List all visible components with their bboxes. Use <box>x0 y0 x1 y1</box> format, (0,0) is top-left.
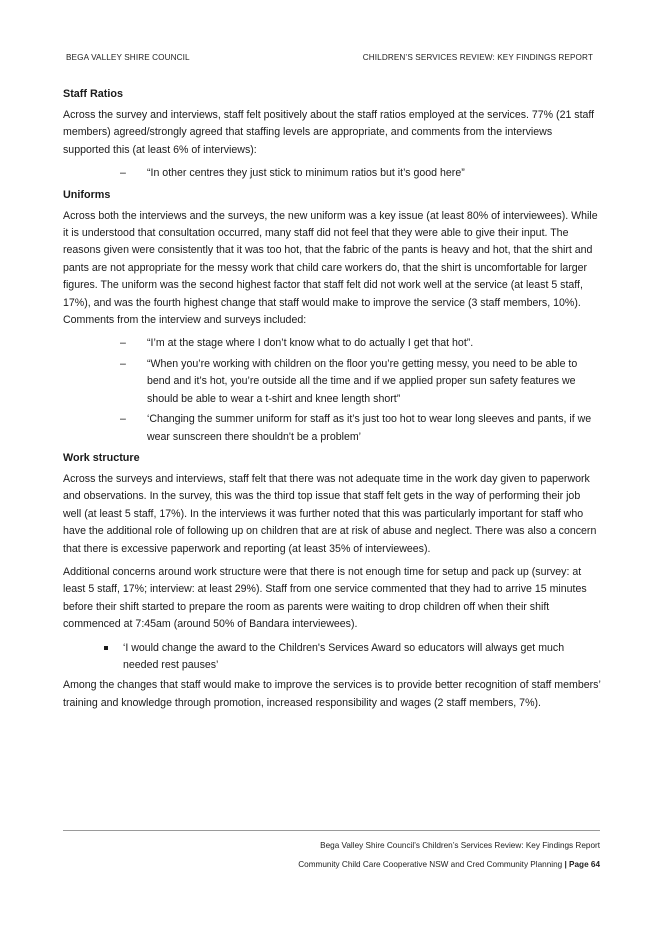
dash-bullet-icon: – <box>120 357 126 370</box>
footer-divider <box>63 830 600 831</box>
paragraph: Across the surveys and interviews, staff felt that there was not adequate time in the work day given to paperwork and observations. In the survey, this was the third top issue that staff felt gets in the way of performing their job well (at least 5 staff, 17%). In the interviews it was further noted that this was particularly important for staff who have the additional role of following up on children that are at risk of abuse and neglect. There was also a concern that there is excessive paperwork and reporting (at least 35% of interviewees). <box>63 472 597 555</box>
paragraph: Across both the interviews and the surveys, the new uniform was a key issue (at least 80% of interviewees). While it is understood that consultation occurred, many staff did not feel that they were able to give their input. The reasons given were consistently that it was too hot, that the fabric of the pants is heavy and hot, that the shirt and pants are not appropriate for the messy work that child care workers do, that the shirt is uncomfortable for larger figures. The uniform was the second highest factor that staff felt did not work well at the service (at least 5 staff, 17%), and was the fourth highest change that staff would make to improve the service (3 staff members, 10%). Comments from the interview and surveys included: <box>63 209 598 327</box>
section-staff-ratios <box>63 86 601 183</box>
footer-separator: | <box>564 860 567 869</box>
section-heading: Uniforms <box>63 188 111 201</box>
section-heading: Work structure <box>63 451 140 464</box>
quote-item <box>63 640 601 675</box>
header-council-name: BEGA VALLEY SHIRE COUNCIL <box>66 53 190 62</box>
footer-authors: Community Child Care Cooperative NSW and Cred Community Planning <box>298 860 563 869</box>
quote-text: ‘I would change the award to the Children's Services Award so educators will always get much needed rest pauses’ <box>123 641 565 671</box>
section-work-structure <box>63 450 601 712</box>
footer-credits <box>298 860 600 869</box>
quote-text: “When you’re working with children on the floor you’re getting messy, you need to be able to bend and it’s hot, you’re outside all the time and if we applied proper sun safety features we should be able to wear a t-shirt and knee length short” <box>147 357 578 405</box>
document-body <box>63 86 601 718</box>
quote-item <box>63 165 601 182</box>
square-bullet-icon <box>104 646 108 650</box>
quote-item <box>63 335 601 352</box>
paragraph: Across the survey and interviews, staff felt positively about the staff ratios employed at the services. 77% (21 staff members) agreed/strongly agreed that staffing levels are appropriate, and comments from the interviews supported this (at least 6% of interviews): <box>63 109 595 156</box>
paragraph: Among the changes that staff would make to improve the services is to provide better recognition of staff members’ training and knowledge through promotion, increased responsibility and wages (2 staff members, 7%). <box>63 679 601 709</box>
section-heading: Staff Ratios <box>63 88 123 100</box>
quote-item <box>63 356 601 408</box>
header-report-title: CHILDREN’S SERVICES REVIEW: KEY FINDINGS REPORT <box>362 53 593 62</box>
quote-text: “In other centres they just stick to minimum ratios but it’s good here” <box>147 167 465 180</box>
dash-bullet-icon: – <box>120 337 126 350</box>
quote-text: “I’m at the stage where I don’t know what to do actually I get that hot”. <box>147 337 474 350</box>
quote-item <box>63 411 601 446</box>
dash-bullet-icon: – <box>120 413 126 426</box>
footer-report-title: Bega Valley Shire Council’s Children’s Services Review: Key Findings Report <box>320 841 600 850</box>
section-uniforms <box>63 187 601 446</box>
page-number: Page 64 <box>569 860 600 869</box>
paragraph: Additional concerns around work structure were that there is not enough time for setup and pack up (survey: at least 5 staff, 17%; interview: at least 29%). Staff from one service commented that they had to arrive 15 minutes before their shift started to prepare the room as parents were waiting to drop children off when their shift commenced at 7:45am (around 50% of Bandara interviewees). <box>63 565 587 631</box>
dash-bullet-icon: – <box>120 167 126 180</box>
quote-text: ‘Changing the summer uniform for staff as it’s just too hot to wear long sleeves and pants, if we wear sunscreen there shouldn't be a problem’ <box>147 413 592 443</box>
